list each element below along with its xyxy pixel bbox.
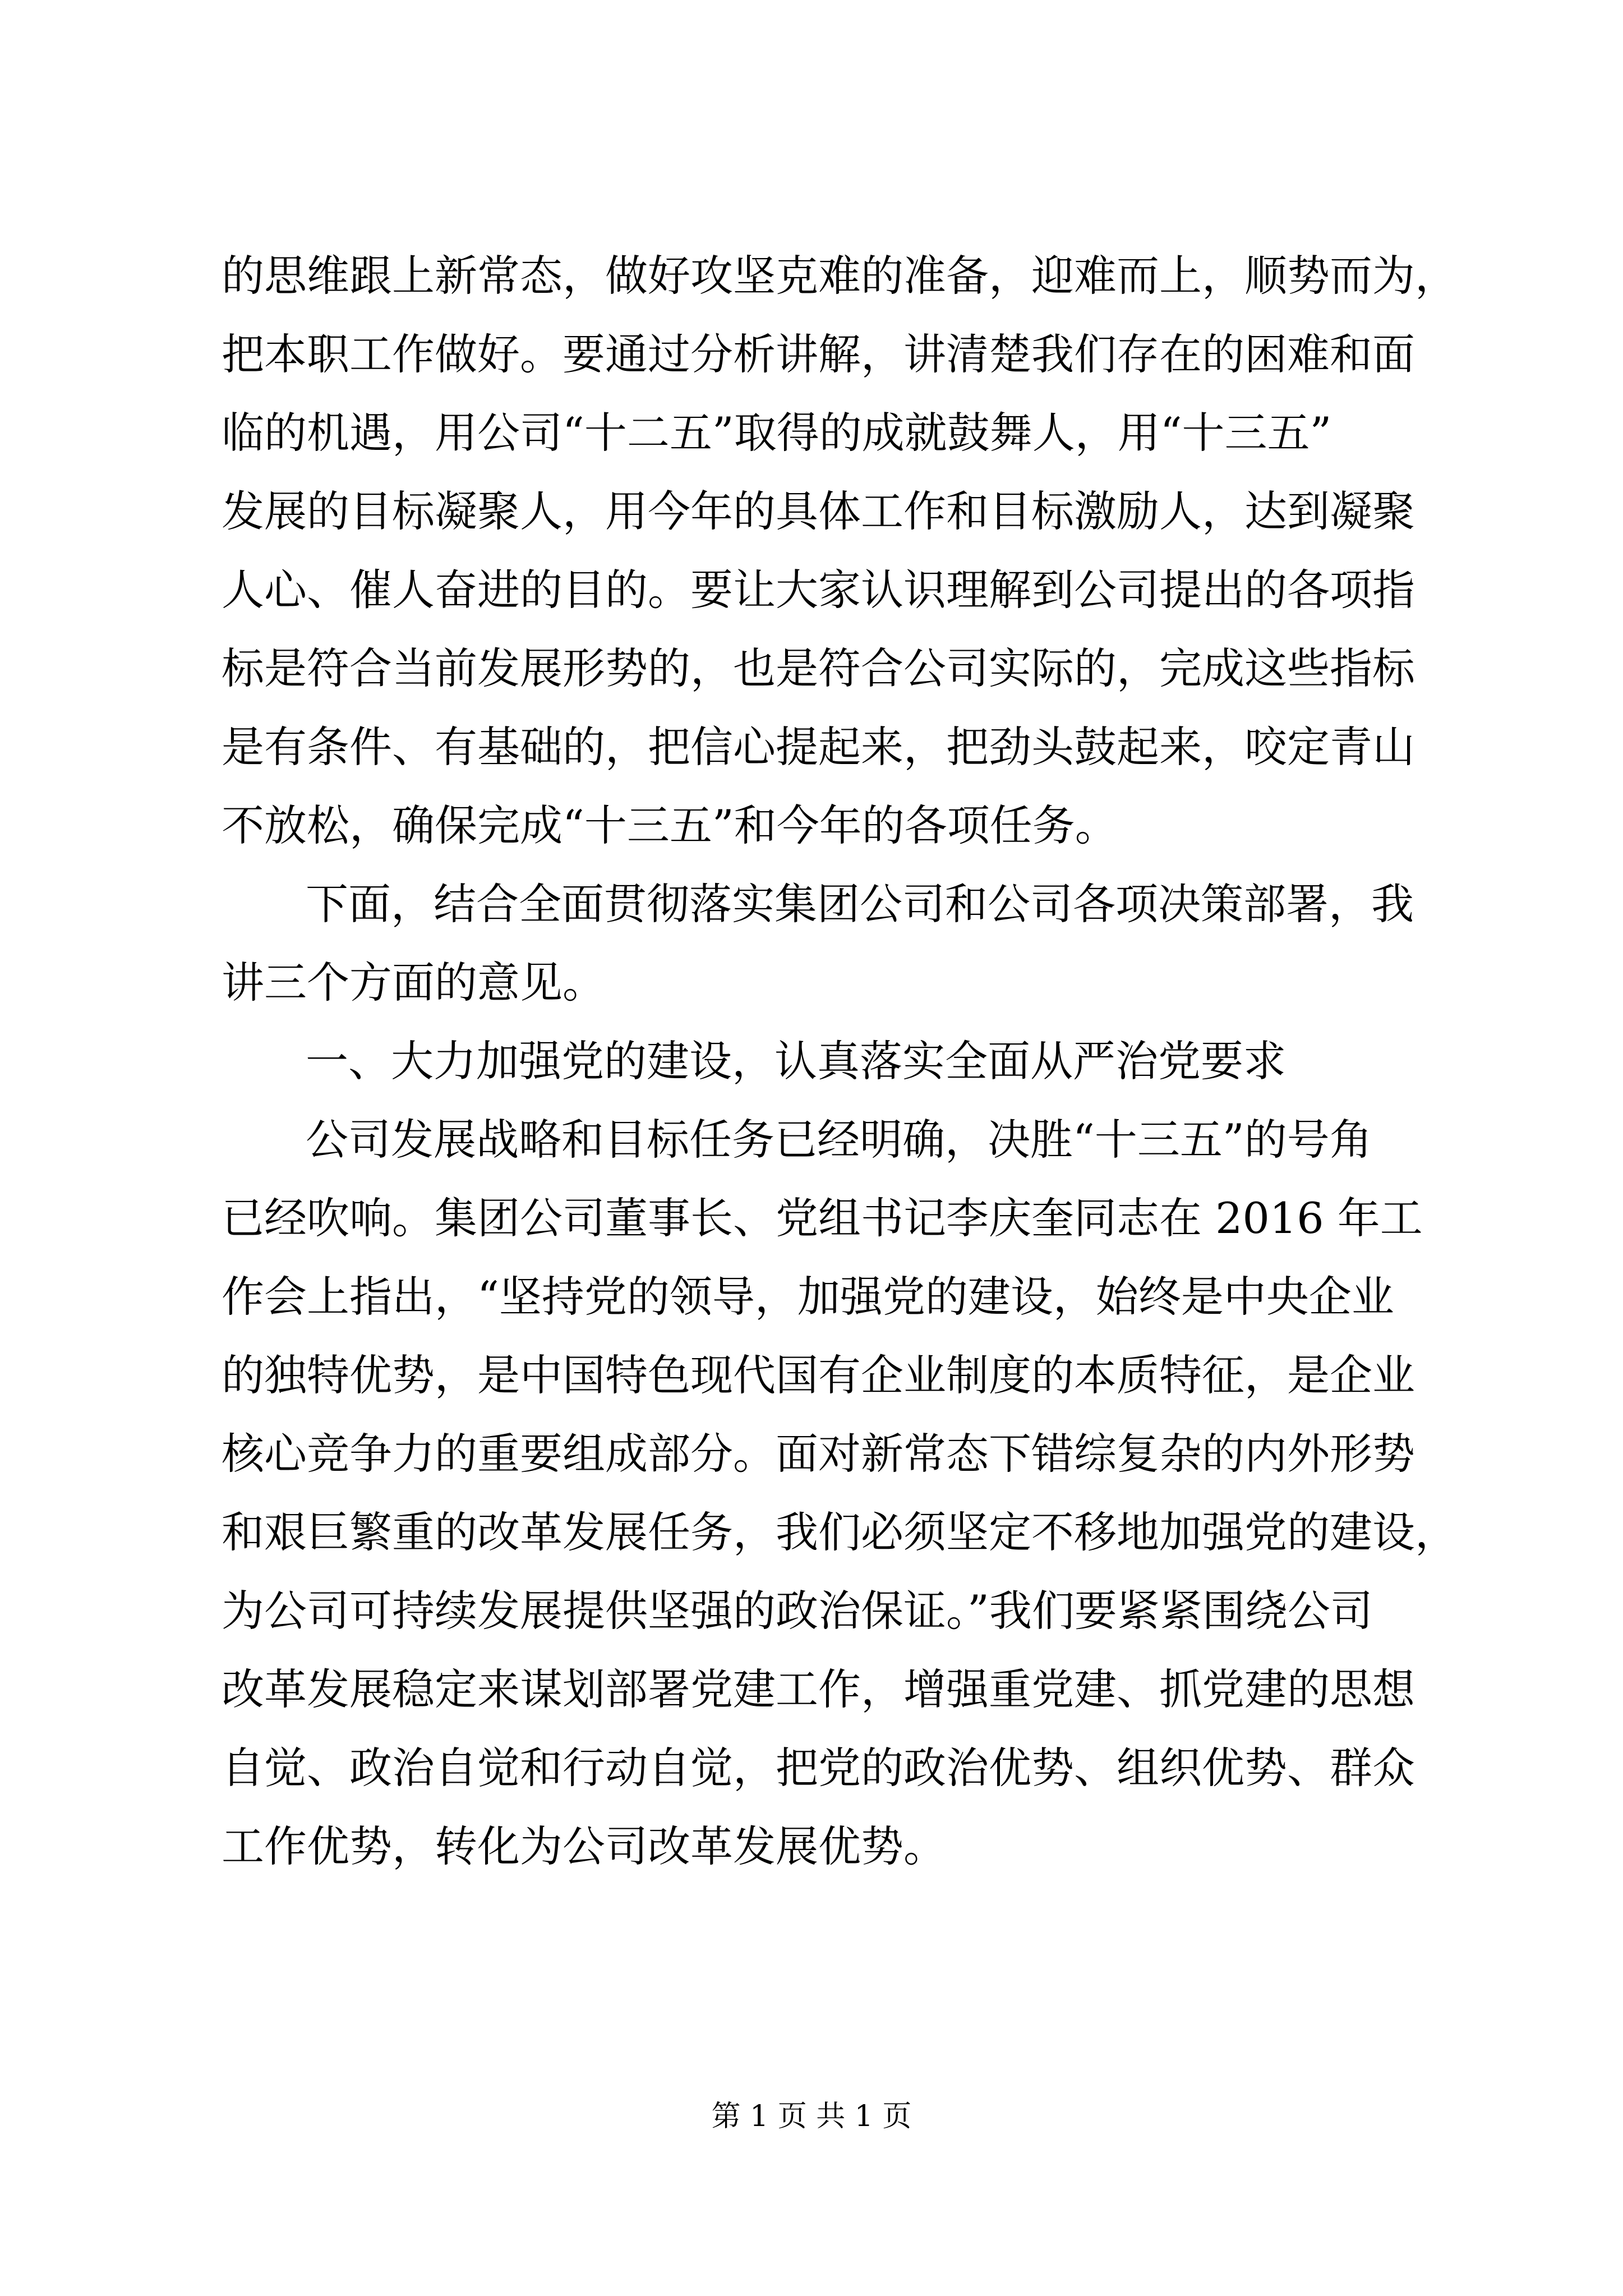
text-line: 是有条件、有基础的，把信心提起来，把劲头鼓起来，咬定青山: [222, 722, 1415, 772]
text-line: 改革发展稳定来谋划部署党建工作，增强重党建、抓党建的思想: [222, 1664, 1415, 1714]
section-heading: 一、大力加强党的建设，认真落实全面从严治党要求: [306, 1036, 1286, 1086]
text-line: 已经吹响。集团公司董事长、党组书记李庆奎同志在 2016 年工: [222, 1193, 1423, 1243]
text-line: 发展的目标凝聚人，用今年的具体工作和目标激励人，达到凝聚: [222, 486, 1415, 536]
text-line: 标是符合当前发展形势的，也是符合公司实际的，完成这些指标: [222, 643, 1415, 693]
text-line: 的独特优势，是中国特色现代国有企业制度的本质特征，是企业: [222, 1350, 1415, 1400]
text-line: 核心竞争力的重要组成部分。面对新常态下错综复杂的内外形势: [222, 1429, 1415, 1479]
text-line: 人心、催人奋进的目的。要让大家认识理解到公司提出的各项指: [222, 565, 1415, 615]
text-line: 作会上指出，“坚持党的领导，加强党的建设，始终是中央企业: [222, 1272, 1394, 1322]
paragraph-first-line: 公司发展战略和目标任务已经明确，决胜“十三五”的号角: [306, 1115, 1372, 1165]
text-line: 和艰巨繁重的改革发展任务，我们必须坚定不移地加强党的建设，: [222, 1507, 1458, 1557]
text-line: 为公司可持续发展提供坚强的政治保证。”我们要紧紧围绕公司: [222, 1586, 1373, 1636]
text-line: 讲三个方面的意见。: [222, 958, 605, 1007]
text-line: 把本职工作做好。要通过分析讲解，讲清楚我们存在的困难和面: [222, 329, 1415, 379]
text-line: 的思维跟上新常态，做好攻坚克难的准备，迎难而上，顺势而为，: [222, 251, 1458, 301]
text-line: 工作优势，转化为公司改革发展优势。: [222, 1821, 946, 1871]
page-footer: 第 1 页 共 1 页: [711, 2100, 912, 2133]
text-line: 临的机遇，用公司“十二五”取得的成就鼓舞人，用“十三五”: [222, 408, 1332, 458]
text-line: 不放松，确保完成“十三五”和今年的各项任务。: [222, 800, 1118, 850]
text-line: 自觉、政治自觉和行动自觉，把党的政治优势、组织优势、群众: [222, 1743, 1415, 1793]
paragraph-first-line: 下面，结合全面贯彻落实集团公司和公司各项决策部署，我: [306, 879, 1414, 929]
